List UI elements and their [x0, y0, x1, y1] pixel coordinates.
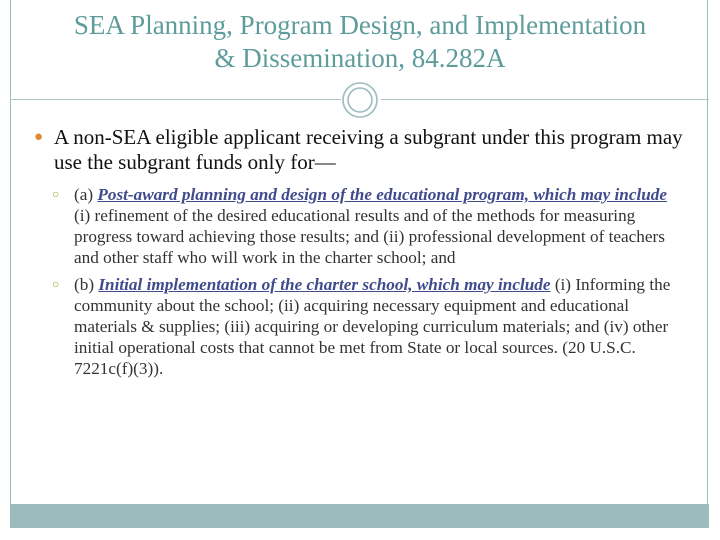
sub-bullet-list	[52, 184, 686, 379]
sub-bullet-b-emphasis: Initial implementation of the charter school, which may include	[98, 275, 551, 294]
sub-bullet-a	[52, 184, 686, 268]
title-divider-left	[10, 99, 341, 100]
double-circle-ornament-icon	[340, 80, 380, 120]
slide-title	[10, 9, 710, 75]
main-bullet-text: A non-SEA eligible applicant receiving a subgrant under this program may use the subgrant funds only for—	[54, 125, 683, 174]
hollow-circle-bullet-icon: ○	[52, 277, 60, 291]
hollow-circle-bullet-icon: ○	[52, 187, 60, 201]
sub-bullet-b-rest: (i) Informing the community about the school; (ii) acquiring necessary equipment and educational materials & supplies; (iii) acquiring or developing curriculum materials; and (iv) other initial operational costs that cannot be met from State or local sources. (20 U.S.C. 7221c(f)(3)).	[74, 275, 671, 378]
sub-bullet-a-prefix: (a)	[74, 185, 98, 204]
slide-body	[34, 125, 686, 385]
footer-accent-bar	[10, 504, 709, 528]
sub-bullet-a-rest: (i) refinement of the desired educational results and of the methods for measuring progress toward achieving those results; and (ii) professional development of teachers and other staff who will work in the charter school; and	[74, 206, 665, 267]
title-divider-right	[381, 99, 709, 100]
sub-bullet-a-emphasis: Post-award planning and design of the educational program, which may include	[97, 185, 668, 204]
sub-bullet-b-prefix: (b)	[74, 275, 99, 294]
slide-title-line-2: & Dissemination, 84.282A	[214, 43, 506, 73]
sub-bullet-b-text	[74, 274, 686, 379]
sub-bullet-a-text	[74, 184, 686, 268]
main-bullet	[34, 125, 686, 175]
filled-circle-bullet-icon: ●	[34, 129, 44, 145]
slide-title-line-1: SEA Planning, Program Design, and Implementation	[73, 10, 647, 40]
sub-bullet-b	[52, 274, 686, 379]
